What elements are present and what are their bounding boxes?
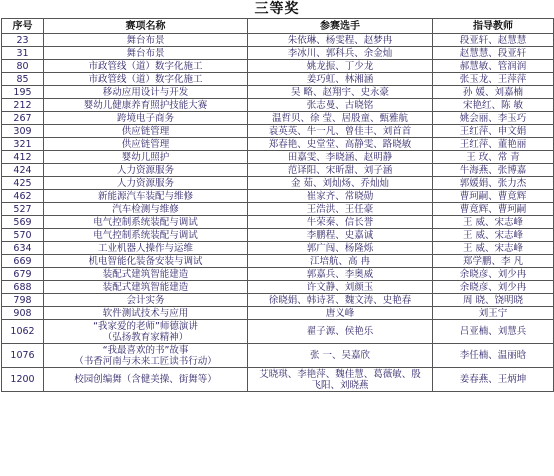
cell-event: 供应链管理 (44, 138, 248, 151)
cell-event: 市政管线（道）数字化施工 (44, 73, 248, 86)
cell-event: 电气控制系统装配与调试 (44, 229, 248, 242)
cell-no: 634 (2, 242, 44, 255)
table-row (2, 294, 554, 307)
table-row (2, 203, 554, 216)
cell-players: 王浩洪、王任豪 (248, 203, 433, 216)
cell-teachers: 姚会丽、李玉巧 (433, 112, 554, 125)
cell-event (44, 344, 248, 368)
cell-event: 跨境电子商务 (44, 112, 248, 125)
table-header-row (2, 19, 554, 34)
cell-event: 婴幼儿健康养育照护技能大赛 (44, 99, 248, 112)
cell-players: 崔家齐、常晓勋 (248, 190, 433, 203)
cell-event: 会计实务 (44, 294, 248, 307)
cell-teachers: 姜春燕、王炳坤 (433, 368, 554, 392)
table-row (2, 151, 554, 164)
cell-players: 温哲贝、徐 莹、居殷童、甄雅航 (248, 112, 433, 125)
cell-no: 679 (2, 268, 44, 281)
cell-event: 人力资源服务 (44, 177, 248, 190)
cell-teachers: 段亚轩、赵慧慧 (433, 34, 554, 47)
cell-no: 80 (2, 60, 44, 73)
table-row (2, 125, 554, 138)
cell-players: 田嘉雯、李晓涵、赵明静 (248, 151, 433, 164)
header-players: 参赛选手 (248, 19, 433, 34)
cell-players: 朱依琳、杨雯程、赵梦冉 (248, 34, 433, 47)
cell-no: 212 (2, 99, 44, 112)
cell-players: 金 茹、刘灿炀、乔灿灿 (248, 177, 433, 190)
table-row (2, 112, 554, 125)
cell-players: 郭广闯、杨隆烁 (248, 242, 433, 255)
table-body (2, 34, 554, 392)
cell-teachers: 牛海燕、张博嘉 (433, 164, 554, 177)
cell-teachers: 张玉龙、王萍萍 (433, 73, 554, 86)
cell-players (248, 368, 433, 392)
cell-teachers: 王 威、宋志峰 (433, 229, 554, 242)
cell-players: 江培航、高 冉 (248, 255, 433, 268)
table-row (2, 190, 554, 203)
cell-teachers: 王红萍、申文娟 (433, 125, 554, 138)
cell-no: 798 (2, 294, 44, 307)
cell-event: 装配式建筑智能建造 (44, 281, 248, 294)
table-row (2, 307, 554, 320)
cell-teachers: 曹竟辉、曹珂嗣 (433, 203, 554, 216)
cell-event: 机电智能化装备安装与调试 (44, 255, 248, 268)
cell-no: 527 (2, 203, 44, 216)
cell-teachers: 王 威、宋志峰 (433, 242, 554, 255)
cell-teachers: 郝慧敏、管润润 (433, 60, 554, 73)
table-row (2, 368, 554, 392)
cell-no: 309 (2, 125, 44, 138)
cell-teachers: 余晓彦、刘少冉 (433, 281, 554, 294)
cell-teachers: 郑学鹏、李 凡 (433, 255, 554, 268)
cell-teachers: 吕亚楠、刘慧兵 (433, 320, 554, 344)
cell-players: 姚龙振、丁少龙 (248, 60, 433, 73)
cell-no: 669 (2, 255, 44, 268)
cell-event-line: （书香河南与未来工匠读书行动） (74, 355, 217, 367)
cell-event: 新能源汽车装配与维修 (44, 190, 248, 203)
cell-event: 工业机器人操作与运维 (44, 242, 248, 255)
table-row (2, 138, 554, 151)
cell-no: 1200 (2, 368, 44, 392)
cell-teachers: 周 晓、饶明晓 (433, 294, 554, 307)
cell-no: 23 (2, 34, 44, 47)
table-row (2, 47, 554, 60)
table-row (2, 255, 554, 268)
cell-no: 267 (2, 112, 44, 125)
cell-players: 唐义峰 (248, 307, 433, 320)
cell-players: 姜巧虹、林湘涵 (248, 73, 433, 86)
header-event: 赛项名称 (44, 19, 248, 34)
cell-event: 汽车检测与维修 (44, 203, 248, 216)
cell-no: 424 (2, 164, 44, 177)
cell-players: 郑春艳、史堂堂、高静雯、路晓敏 (248, 138, 433, 151)
cell-event: 移动应用设计与开发 (44, 86, 248, 99)
table-row (2, 344, 554, 368)
table-row (2, 99, 554, 112)
cell-no: 321 (2, 138, 44, 151)
cell-teachers: 刘王宁 (433, 307, 554, 320)
cell-teachers: 王 玫、常 青 (433, 151, 554, 164)
table-row (2, 164, 554, 177)
table-row (2, 86, 554, 99)
cell-players: 翟子源、侯艳乐 (248, 320, 433, 344)
cell-teachers: 曹珂嗣、曹竟辉 (433, 190, 554, 203)
cell-event: 舞台布景 (44, 47, 248, 60)
award-table (1, 18, 554, 392)
table-row (2, 229, 554, 242)
cell-players: 张 一、吴嘉欣 (248, 344, 433, 368)
table-row (2, 34, 554, 47)
table-row (2, 268, 554, 281)
table-row (2, 216, 554, 229)
cell-teachers: 赵慧慧、段亚轩 (433, 47, 554, 60)
cell-players-line: 飞阳、刘晓燕 (311, 379, 369, 391)
cell-event: 电气控制系统装配与调试 (44, 216, 248, 229)
cell-players: 牛荣秦、信长誉 (248, 216, 433, 229)
cell-teachers: 孙 媛、刘嘉楠 (433, 86, 554, 99)
cell-players: 吴 略、赵翔宇、史永豪 (248, 86, 433, 99)
cell-players: 范译阳、宋昕甜、刘子涵 (248, 164, 433, 177)
cell-players: 郭嘉兵、李奥威 (248, 268, 433, 281)
cell-event: 供应链管理 (44, 125, 248, 138)
header-teachers: 指导教师 (433, 19, 554, 34)
cell-event (44, 320, 248, 344)
table-row (2, 281, 554, 294)
cell-players: 徐晓娟、韩诗茗、魏文涛、史艳春 (248, 294, 433, 307)
cell-event-line: （弘扬教育家精神） (102, 331, 189, 343)
cell-event: 装配式建筑智能建造 (44, 268, 248, 281)
header-no: 序号 (2, 19, 44, 34)
cell-players: 李鹏程、史嘉诚 (248, 229, 433, 242)
table-row (2, 177, 554, 190)
cell-event: 人力资源服务 (44, 164, 248, 177)
cell-players: 张志曼、古晓铭 (248, 99, 433, 112)
cell-no: 688 (2, 281, 44, 294)
cell-players: 袁英英、牛一凡、曾佳丰、刘首首 (248, 125, 433, 138)
cell-no: 195 (2, 86, 44, 99)
cell-no: 412 (2, 151, 44, 164)
cell-event: 软件测试技术与应用 (44, 307, 248, 320)
cell-event-line: “我最喜欢的书”故事 (102, 344, 189, 356)
cell-no: 570 (2, 229, 44, 242)
cell-teachers: 王 威、宋志峰 (433, 216, 554, 229)
cell-teachers: 余晓彦、刘少冉 (433, 268, 554, 281)
table-row (2, 242, 554, 255)
cell-no: 1062 (2, 320, 44, 344)
cell-players: 李冰川、郭科兵、余金灿 (248, 47, 433, 60)
cell-teachers: 宋艳红、陈 敏 (433, 99, 554, 112)
cell-event: 市政管线（道）数字化施工 (44, 60, 248, 73)
cell-no: 31 (2, 47, 44, 60)
cell-players: 许文静、刘颜玉 (248, 281, 433, 294)
cell-teachers: 郭媛娟、张力杰 (433, 177, 554, 190)
cell-no: 425 (2, 177, 44, 190)
table-row (2, 73, 554, 86)
page-title: 三等奖 (254, 1, 300, 17)
cell-event: 舞台布景 (44, 34, 248, 47)
cell-teachers: 王红萍、董艳丽 (433, 138, 554, 151)
cell-event-line: “我家爱的老师”师德演讲 (93, 320, 198, 332)
cell-no: 462 (2, 190, 44, 203)
cell-no: 569 (2, 216, 44, 229)
table-row (2, 60, 554, 73)
cell-event: 校园创编舞（含健美操、街舞等） (44, 368, 248, 392)
cell-teachers: 李任楠、温丽晗 (433, 344, 554, 368)
cell-players-line: 艾晓琪、李艳萍、魏佳慧、葛薇敏、殷 (259, 368, 421, 380)
cell-no: 908 (2, 307, 44, 320)
table-row (2, 320, 554, 344)
cell-event: 婴幼儿照护 (44, 151, 248, 164)
cell-no: 1076 (2, 344, 44, 368)
cell-no: 85 (2, 73, 44, 86)
